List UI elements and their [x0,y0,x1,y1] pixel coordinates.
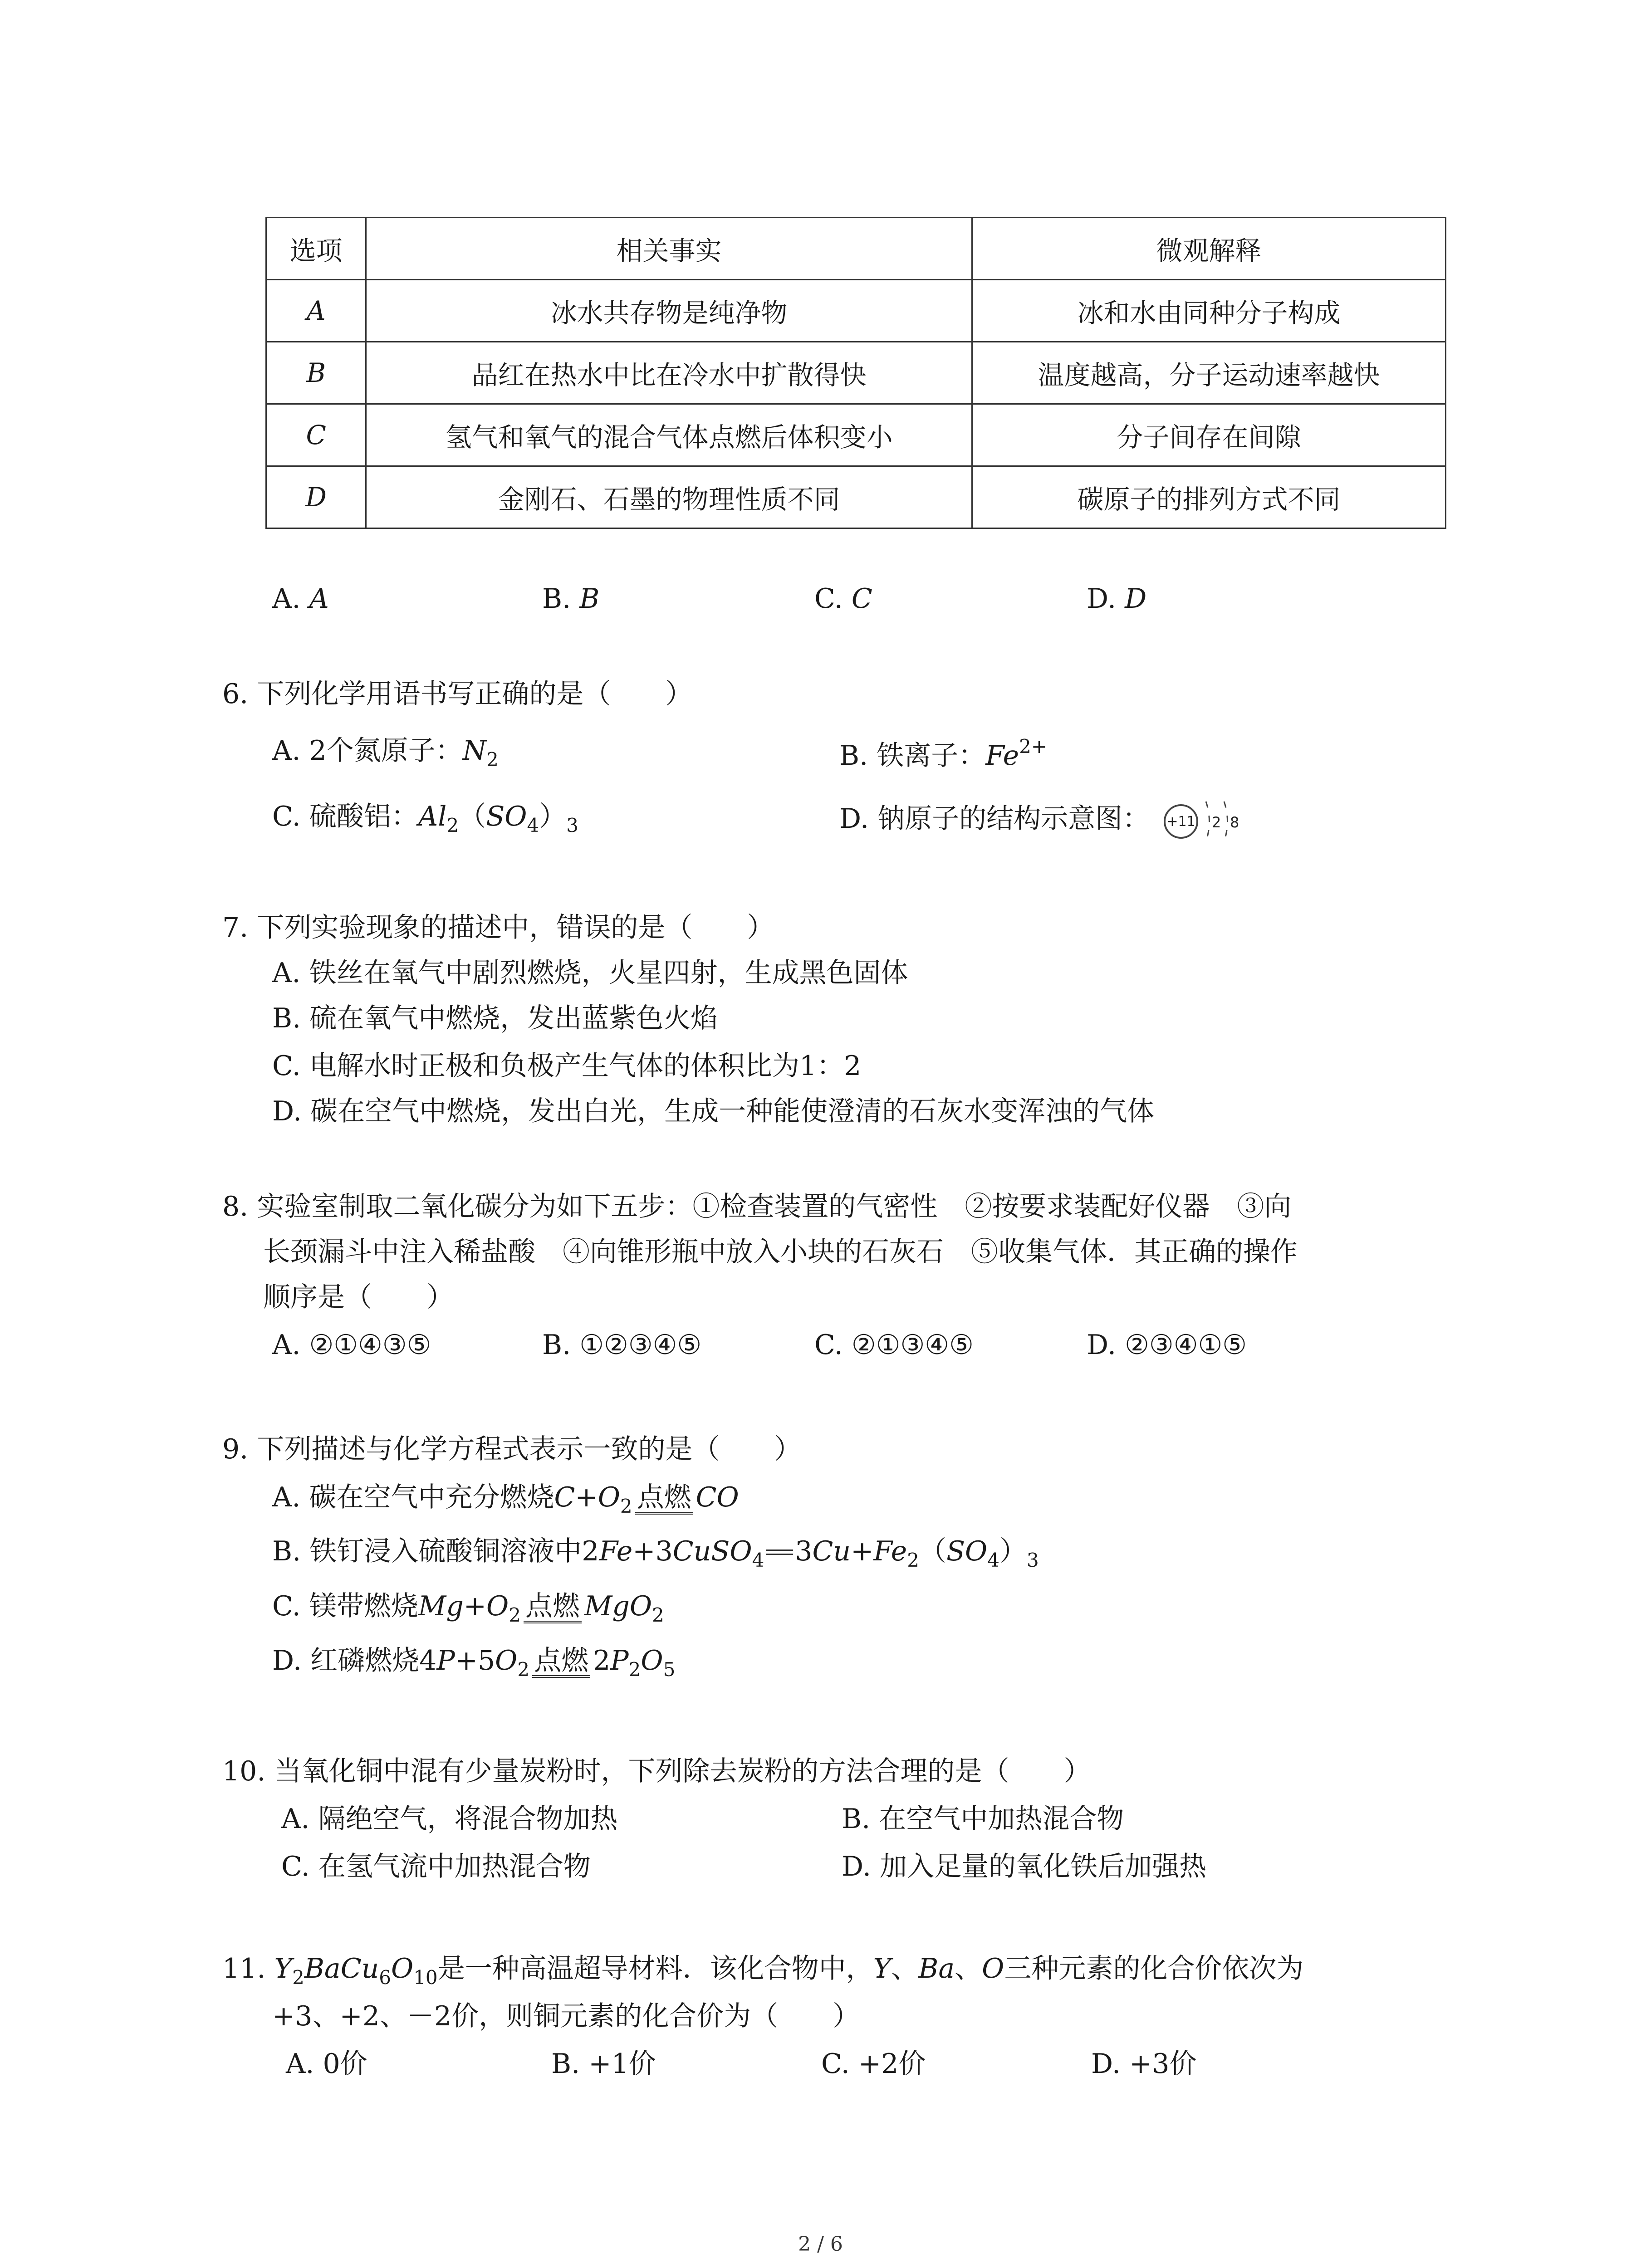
q8-stem-line1: 8. 实验室制取二氧化碳分为如下五步：①检查装置的气密性 ②按要求装配好仪器 ③向 [222,1191,1292,1222]
formula-subscript: 3 [566,814,578,836]
row-fact: 冰水共存物是纯净物 [366,280,972,342]
row-explain: 分子间存在间隙 [972,404,1446,466]
formula-symbol: O [391,1953,414,1984]
q6-stem: 6. 下列化学用语书写正确的是（ ） [222,678,693,710]
option-letter: B. [542,583,571,615]
q11-option-b[interactable]: B. +1价 [551,2048,656,2080]
option-letter: D. [1087,583,1117,615]
reaction-condition: 点燃 [524,1592,582,1623]
q6-option-c[interactable] [272,803,578,835]
q7-option-a[interactable]: A. 铁丝在氧气中剧烈燃烧，火星四射，生成黑色固体 [272,957,908,989]
header-option: 选项 [266,218,366,280]
separator: 、 [891,1953,919,1984]
q8-option-a[interactable]: A. ②①④③⑤ [272,1329,431,1361]
formula-paren: ） [539,801,567,832]
row-option: B [266,342,366,404]
q11-stem-line2: +3、+2、－2价，则铜元素的化合价为（ ） [272,2000,860,2032]
formula-subscript: 2 [486,748,499,771]
row-option: A [266,280,366,342]
formula-symbol: Fe [985,740,1019,772]
q8-option-b[interactable]: B. ①②③④⑤ [542,1329,702,1361]
q11-option-d[interactable]: D. +3价 [1091,2048,1197,2080]
row-fact: 氢气和氧气的混合气体点燃后体积变小 [366,404,972,466]
row-fact: 金刚石、石墨的物理性质不同 [366,466,972,528]
option-text: C. 镁带燃烧 [272,1590,418,1622]
row-explain: 碳原子的排列方式不同 [972,466,1446,528]
element-symbol: Y [873,1953,892,1984]
q10-option-d[interactable]: D. 加入足量的氧化铁后加强热 [842,1851,1207,1882]
q10-option-a[interactable]: A. 隔绝空气，将混合物加热 [281,1803,618,1835]
reaction-condition: 点燃 [635,1483,693,1515]
option-text: C. 硫酸铝： [272,801,418,832]
q7-option-d[interactable]: D. 碳在空气中燃烧，发出白光，生成一种能使澄清的石灰水变浑浊的气体 [272,1095,1155,1127]
shell-1-electrons: 2 [1212,814,1221,831]
option-text: D. 红磷燃烧 [272,1645,420,1677]
formula-symbol: N [462,735,487,767]
shell-arc-2 [1224,802,1228,841]
row-explain: 冰和水由同种分子构成 [972,280,1446,342]
formula-symbol: SO [486,801,527,832]
q11-option-c[interactable]: C. +2价 [821,2048,926,2080]
q11-stem-line1 [222,1955,1303,1987]
sodium-atom-diagram-icon [1163,798,1249,843]
q7-stem: 7. 下列实验现象的描述中，错误的是（ ） [222,912,774,943]
q7-option-c[interactable]: C. 电解水时正极和负极产生气体的体积比为1：2 [272,1050,862,1082]
stem-text: 是一种高温超导材料．该化合物中， [437,1953,873,1984]
option-text: B. 铁钉浸入硫酸铜溶液中 [272,1535,582,1567]
q8-option-c[interactable]: C. ②①③④⑤ [814,1329,974,1361]
q9-option-c[interactable]: C. 镁带燃烧$Mg+O_2$ 点燃 MgO$_2$ [272,1590,664,1626]
formula-subscript: 2 [292,1966,304,1989]
q5-option-c[interactable] [814,583,872,615]
formula-subscript: 2 [446,814,459,836]
option-letter: C. [814,583,843,615]
table-row [266,342,1446,404]
option-value: D [1125,583,1147,615]
formula-symbol: Al [418,801,447,832]
q10-stem: 10. 当氧化铜中混有少量炭粉时，下列除去炭粉的方法合理的是（ ） [222,1755,1091,1787]
formula-subscript: 6 [379,1966,391,1989]
row-fact: 品红在热水中比在冷水中扩散得快 [366,342,972,404]
formula-subscript: 10 [413,1966,438,1989]
q11-option-a[interactable]: A. 0价 [286,2048,367,2080]
formula-paren: （ [459,801,486,832]
separator: 、 [955,1953,982,1984]
q8-option-d[interactable]: D. ②③④①⑤ [1087,1329,1247,1361]
q8-stem-line3: 顺序是（ ） [263,1281,454,1313]
equals-sign-icon [766,1549,793,1555]
option-value: B [579,583,600,615]
table-header-row [266,218,1446,280]
q9-stem: 9. 下列描述与化学方程式表示一致的是（ ） [222,1433,802,1465]
q6-option-b[interactable] [839,735,1048,772]
q5-option-b[interactable] [542,583,600,615]
question-number: 11. [222,1953,266,1984]
shell-2-electrons: 8 [1230,814,1239,831]
q7-option-b[interactable]: B. 硫在氧气中燃烧，发出蓝紫色火焰 [272,1002,718,1034]
row-option: C [266,404,366,466]
formula-symbol: Y [274,1953,293,1984]
q6-option-a[interactable] [272,737,499,769]
stem-text: 三种元素的化合价依次为 [1004,1953,1304,1984]
row-explain: 温度越高，分子运动速率越快 [972,342,1446,404]
formula-subscript: 4 [527,814,539,836]
nucleus-charge: +11 [1166,814,1195,830]
shell-arc-1 [1206,802,1210,841]
table-row [266,280,1446,342]
header-explain: 微观解释 [972,218,1446,280]
formula-superscript: 2+ [1019,735,1048,758]
q6-option-d[interactable] [839,796,1249,843]
q9-option-d[interactable]: D. 红磷燃烧$4P+5O_2$ 点燃 $2P_2O_5$ [272,1645,676,1681]
q9-option-a[interactable]: A. 碳在空气中充分燃烧$C+O_2$ 点燃 CO [272,1481,739,1517]
table-row [266,404,1446,466]
option-value: A [309,583,329,615]
fact-explanation-table [265,217,1446,529]
reaction-condition: 点燃 [532,1647,590,1678]
row-option: D [266,466,366,528]
header-fact: 相关事实 [366,218,972,280]
q5-option-d[interactable] [1087,583,1147,615]
page-number: 2 / 6 [798,2233,843,2256]
option-text: B. 铁离子： [839,740,986,772]
option-text: D. 钠原子的结构示意图： [839,803,1150,835]
q5-option-a[interactable] [272,583,329,615]
q8-stem-line2: 长颈漏斗中注入稀盐酸 ④向锥形瓶中放入小块的石灰石 ⑤收集气体．其正确的操作 [263,1236,1298,1268]
option-letter: A. [272,583,301,615]
option-value: C [851,583,872,615]
element-symbol: Ba [918,1953,955,1984]
element-symbol: O [982,1953,1004,1984]
q10-option-b[interactable]: B. 在空气中加热混合物 [842,1803,1124,1835]
option-text: A. 碳在空气中充分燃烧 [272,1481,554,1513]
formula-symbol: BaCu [304,1953,379,1984]
q9-option-b[interactable]: B. 铁钉浸入硫酸铜溶液中2Fe+3CuSO$_4$ $3Cu+Fe_2(SO_4)_3$ [272,1535,1039,1571]
q10-option-c[interactable]: C. 在氢气流中加热混合物 [281,1851,591,1882]
table-row [266,466,1446,528]
option-text: A. 2个氮原子： [272,735,463,767]
